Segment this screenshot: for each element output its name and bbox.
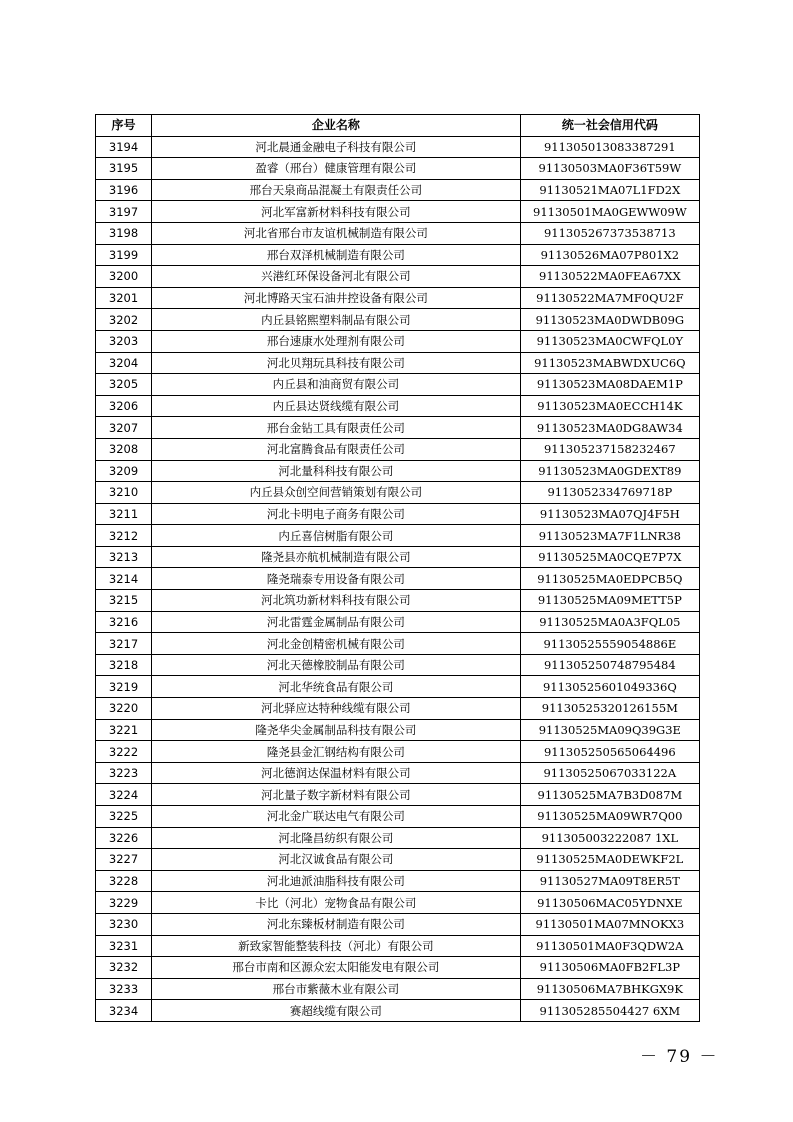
table-row [96,654,700,676]
cell-credit-code: 91130525MA0CQE7P7X [520,546,699,568]
cell-company-name: 盈睿（邢台）健康管理有限公司 [152,158,521,180]
cell-serial-number: 3219 [96,676,152,698]
cell-company-name: 邢台市紫薇木业有限公司 [152,978,521,1000]
cell-serial-number: 3205 [96,374,152,396]
table-row [96,892,700,914]
cell-serial-number: 3234 [96,1000,152,1022]
cell-company-name: 河北迪派油脂科技有限公司 [152,870,521,892]
cell-credit-code: 91130501MA0GEWW09W [520,201,699,223]
cell-serial-number: 3223 [96,762,152,784]
cell-serial-number: 3228 [96,870,152,892]
cell-serial-number: 3221 [96,719,152,741]
table-row [96,546,700,568]
table-row [96,1000,700,1022]
cell-company-name: 河北天德橡胶制品有限公司 [152,654,521,676]
cell-credit-code: 91130506MAC05YDNXE [520,892,699,914]
cell-serial-number: 3233 [96,978,152,1000]
cell-serial-number: 3199 [96,244,152,266]
cell-company-name: 河北雷霆金属制品有限公司 [152,611,521,633]
cell-company-name: 河北东臻板材制造有限公司 [152,913,521,935]
table-row [96,762,700,784]
cell-company-name: 河北德润达保温材料有限公司 [152,762,521,784]
cell-company-name: 内丘县达贤线缆有限公司 [152,395,521,417]
cell-credit-code: 91130522MA7MF0QU2F [520,287,699,309]
cell-credit-code: 91130525320126155M [520,698,699,720]
cell-credit-code: 91130503MA0F36T59W [520,158,699,180]
cell-credit-code: 9113052334769718P [520,482,699,504]
cell-company-name: 河北驿应达特种线缆有限公司 [152,698,521,720]
table-row [96,417,700,439]
table-row [96,957,700,979]
cell-serial-number: 3210 [96,482,152,504]
table-row [96,222,700,244]
cell-credit-code: 91130521MA07L1FD2X [520,179,699,201]
cell-credit-code: 91130525MA09Q39G3E [520,719,699,741]
cell-company-name: 河北省邢台市友谊机械制造有限公司 [152,222,521,244]
table-row [96,460,700,482]
cell-company-name: 内丘县和油商贸有限公司 [152,374,521,396]
table-row [96,676,700,698]
cell-credit-code: 911305237158232467 [520,438,699,460]
cell-credit-code: 91130523MA0ECCH14K [520,395,699,417]
cell-serial-number: 3196 [96,179,152,201]
cell-serial-number: 3207 [96,417,152,439]
table-row [96,913,700,935]
cell-company-name: 邢台双泽机械制造有限公司 [152,244,521,266]
table-row [96,266,700,288]
table-row [96,590,700,612]
cell-company-name: 隆尧瑞泰专用设备有限公司 [152,568,521,590]
cell-credit-code: 91130506MA7BHKGX9K [520,978,699,1000]
cell-serial-number: 3194 [96,136,152,158]
table-header-row [96,115,700,137]
cell-company-name: 河北华统食品有限公司 [152,676,521,698]
table-row [96,741,700,763]
table-row [96,438,700,460]
cell-credit-code: 91130526MA07P801X2 [520,244,699,266]
cell-company-name: 邢台天泉商品混凝土有限责任公司 [152,179,521,201]
cell-credit-code: 91130525MA7B3D087M [520,784,699,806]
cell-company-name: 隆尧县亦航机械制造有限公司 [152,546,521,568]
table-row [96,849,700,871]
table-row [96,244,700,266]
table-row [96,158,700,180]
cell-serial-number: 3217 [96,633,152,655]
cell-company-name: 河北晨通金融电子科技有限公司 [152,136,521,158]
cell-company-name: 河北量科科技有限公司 [152,460,521,482]
cell-credit-code: 91130523MA0CWFQL0Y [520,330,699,352]
cell-company-name: 河北筑功新材料科技有限公司 [152,590,521,612]
cell-credit-code: 91130501MA0F3QDW2A [520,935,699,957]
cell-company-name: 河北汉诚食品有限公司 [152,849,521,871]
cell-company-name: 邢台速康水处理剂有限公司 [152,330,521,352]
cell-company-name: 河北金创精密机械有限公司 [152,633,521,655]
cell-credit-code: 91130523MA0DG8AW34 [520,417,699,439]
cell-serial-number: 3229 [96,892,152,914]
cell-company-name: 赛超线缆有限公司 [152,1000,521,1022]
table-row [96,806,700,828]
cell-serial-number: 3198 [96,222,152,244]
cell-company-name: 邢台金钻工具有限责任公司 [152,417,521,439]
cell-company-name: 卡比（河北）宠物食品有限公司 [152,892,521,914]
cell-serial-number: 3203 [96,330,152,352]
cell-credit-code: 91130506MA0FB2FL3P [520,957,699,979]
cell-serial-number: 3202 [96,309,152,331]
cell-company-name: 河北贝翔玩具科技有限公司 [152,352,521,374]
table-row [96,611,700,633]
cell-credit-code: 91130525MA0A3FQL05 [520,611,699,633]
cell-credit-code: 91130523MA0DWDB09G [520,309,699,331]
cell-credit-code: 911305013083387291 [520,136,699,158]
cell-credit-code: 91130527MA09T8ER5T [520,870,699,892]
table-row [96,482,700,504]
cell-company-name: 河北博路天宝石油井控设备有限公司 [152,287,521,309]
cell-company-name: 兴港红环保设备河北有限公司 [152,266,521,288]
table-row [96,309,700,331]
cell-serial-number: 3197 [96,201,152,223]
cell-credit-code: 91130525MA09METT5P [520,590,699,612]
cell-credit-code: 91130525601049336Q [520,676,699,698]
cell-credit-code: 91130525559054886E [520,633,699,655]
cell-credit-code: 911305003222087 1XL [520,827,699,849]
table-row [96,330,700,352]
table-row [96,525,700,547]
cell-serial-number: 3213 [96,546,152,568]
header-credit-code: 统一社会信用代码 [520,115,699,137]
cell-credit-code: 911305250565064496 [520,741,699,763]
cell-company-name: 内丘喜信树脂有限公司 [152,525,521,547]
cell-credit-code: 91130523MA0GDEXT89 [520,460,699,482]
cell-serial-number: 3222 [96,741,152,763]
cell-serial-number: 3209 [96,460,152,482]
cell-credit-code: 91130525067033122A [520,762,699,784]
cell-credit-code: 911305267373538713 [520,222,699,244]
cell-credit-code: 91130501MA07MNOKX3 [520,913,699,935]
cell-serial-number: 3218 [96,654,152,676]
cell-credit-code: 911305250748795484 [520,654,699,676]
cell-company-name: 内丘县铭熙塑料制品有限公司 [152,309,521,331]
table-row [96,870,700,892]
table-row [96,633,700,655]
table-row [96,978,700,1000]
cell-serial-number: 3231 [96,935,152,957]
header-serial-number: 序号 [96,115,152,137]
table-row [96,784,700,806]
cell-serial-number: 3224 [96,784,152,806]
table-row [96,719,700,741]
cell-serial-number: 3208 [96,438,152,460]
cell-company-name: 河北卡明电子商务有限公司 [152,503,521,525]
cell-serial-number: 3201 [96,287,152,309]
cell-credit-code: 91130525MA0EDPCB5Q [520,568,699,590]
cell-company-name: 河北隆昌纺织有限公司 [152,827,521,849]
table-row [96,287,700,309]
header-company-name: 企业名称 [152,115,521,137]
cell-credit-code: 911305285504427 6XM [520,1000,699,1022]
cell-serial-number: 3220 [96,698,152,720]
cell-serial-number: 3211 [96,503,152,525]
table-row [96,935,700,957]
cell-serial-number: 3225 [96,806,152,828]
cell-company-name: 河北富腾食品有限责任公司 [152,438,521,460]
cell-serial-number: 3212 [96,525,152,547]
table-row [96,698,700,720]
cell-company-name: 邢台市南和区源众宏太阳能发电有限公司 [152,957,521,979]
cell-serial-number: 3230 [96,913,152,935]
cell-company-name: 隆尧县金汇钢结构有限公司 [152,741,521,763]
cell-company-name: 河北量子数字新材料有限公司 [152,784,521,806]
cell-credit-code: 91130523MA7F1LNR38 [520,525,699,547]
cell-serial-number: 3200 [96,266,152,288]
table-row [96,568,700,590]
cell-credit-code: 91130523MA07QJ4F5H [520,503,699,525]
cell-credit-code: 91130523MABWDXUC6Q [520,352,699,374]
table-row [96,201,700,223]
table-row [96,827,700,849]
cell-serial-number: 3216 [96,611,152,633]
table-row [96,395,700,417]
cell-serial-number: 3227 [96,849,152,871]
cell-serial-number: 3232 [96,957,152,979]
cell-credit-code: 91130525MA09WR7Q00 [520,806,699,828]
cell-company-name: 河北金广联达电气有限公司 [152,806,521,828]
cell-company-name: 隆尧华尖金属制品科技有限公司 [152,719,521,741]
table-row [96,179,700,201]
table-row [96,503,700,525]
cell-serial-number: 3206 [96,395,152,417]
cell-serial-number: 3226 [96,827,152,849]
cell-credit-code: 91130523MA08DAEM1P [520,374,699,396]
cell-credit-code: 91130522MA0FEA67XX [520,266,699,288]
cell-serial-number: 3215 [96,590,152,612]
table-row [96,374,700,396]
enterprise-table [95,114,700,1022]
cell-serial-number: 3204 [96,352,152,374]
cell-serial-number: 3214 [96,568,152,590]
cell-credit-code: 91130525MA0DEWKF2L [520,849,699,871]
table-row [96,136,700,158]
page-number: － 79 － [640,1047,719,1067]
cell-company-name: 河北军富新材料科技有限公司 [152,201,521,223]
cell-company-name: 新致家智能整装科技（河北）有限公司 [152,935,521,957]
cell-serial-number: 3195 [96,158,152,180]
cell-company-name: 内丘县众创空间营销策划有限公司 [152,482,521,504]
table-row [96,352,700,374]
